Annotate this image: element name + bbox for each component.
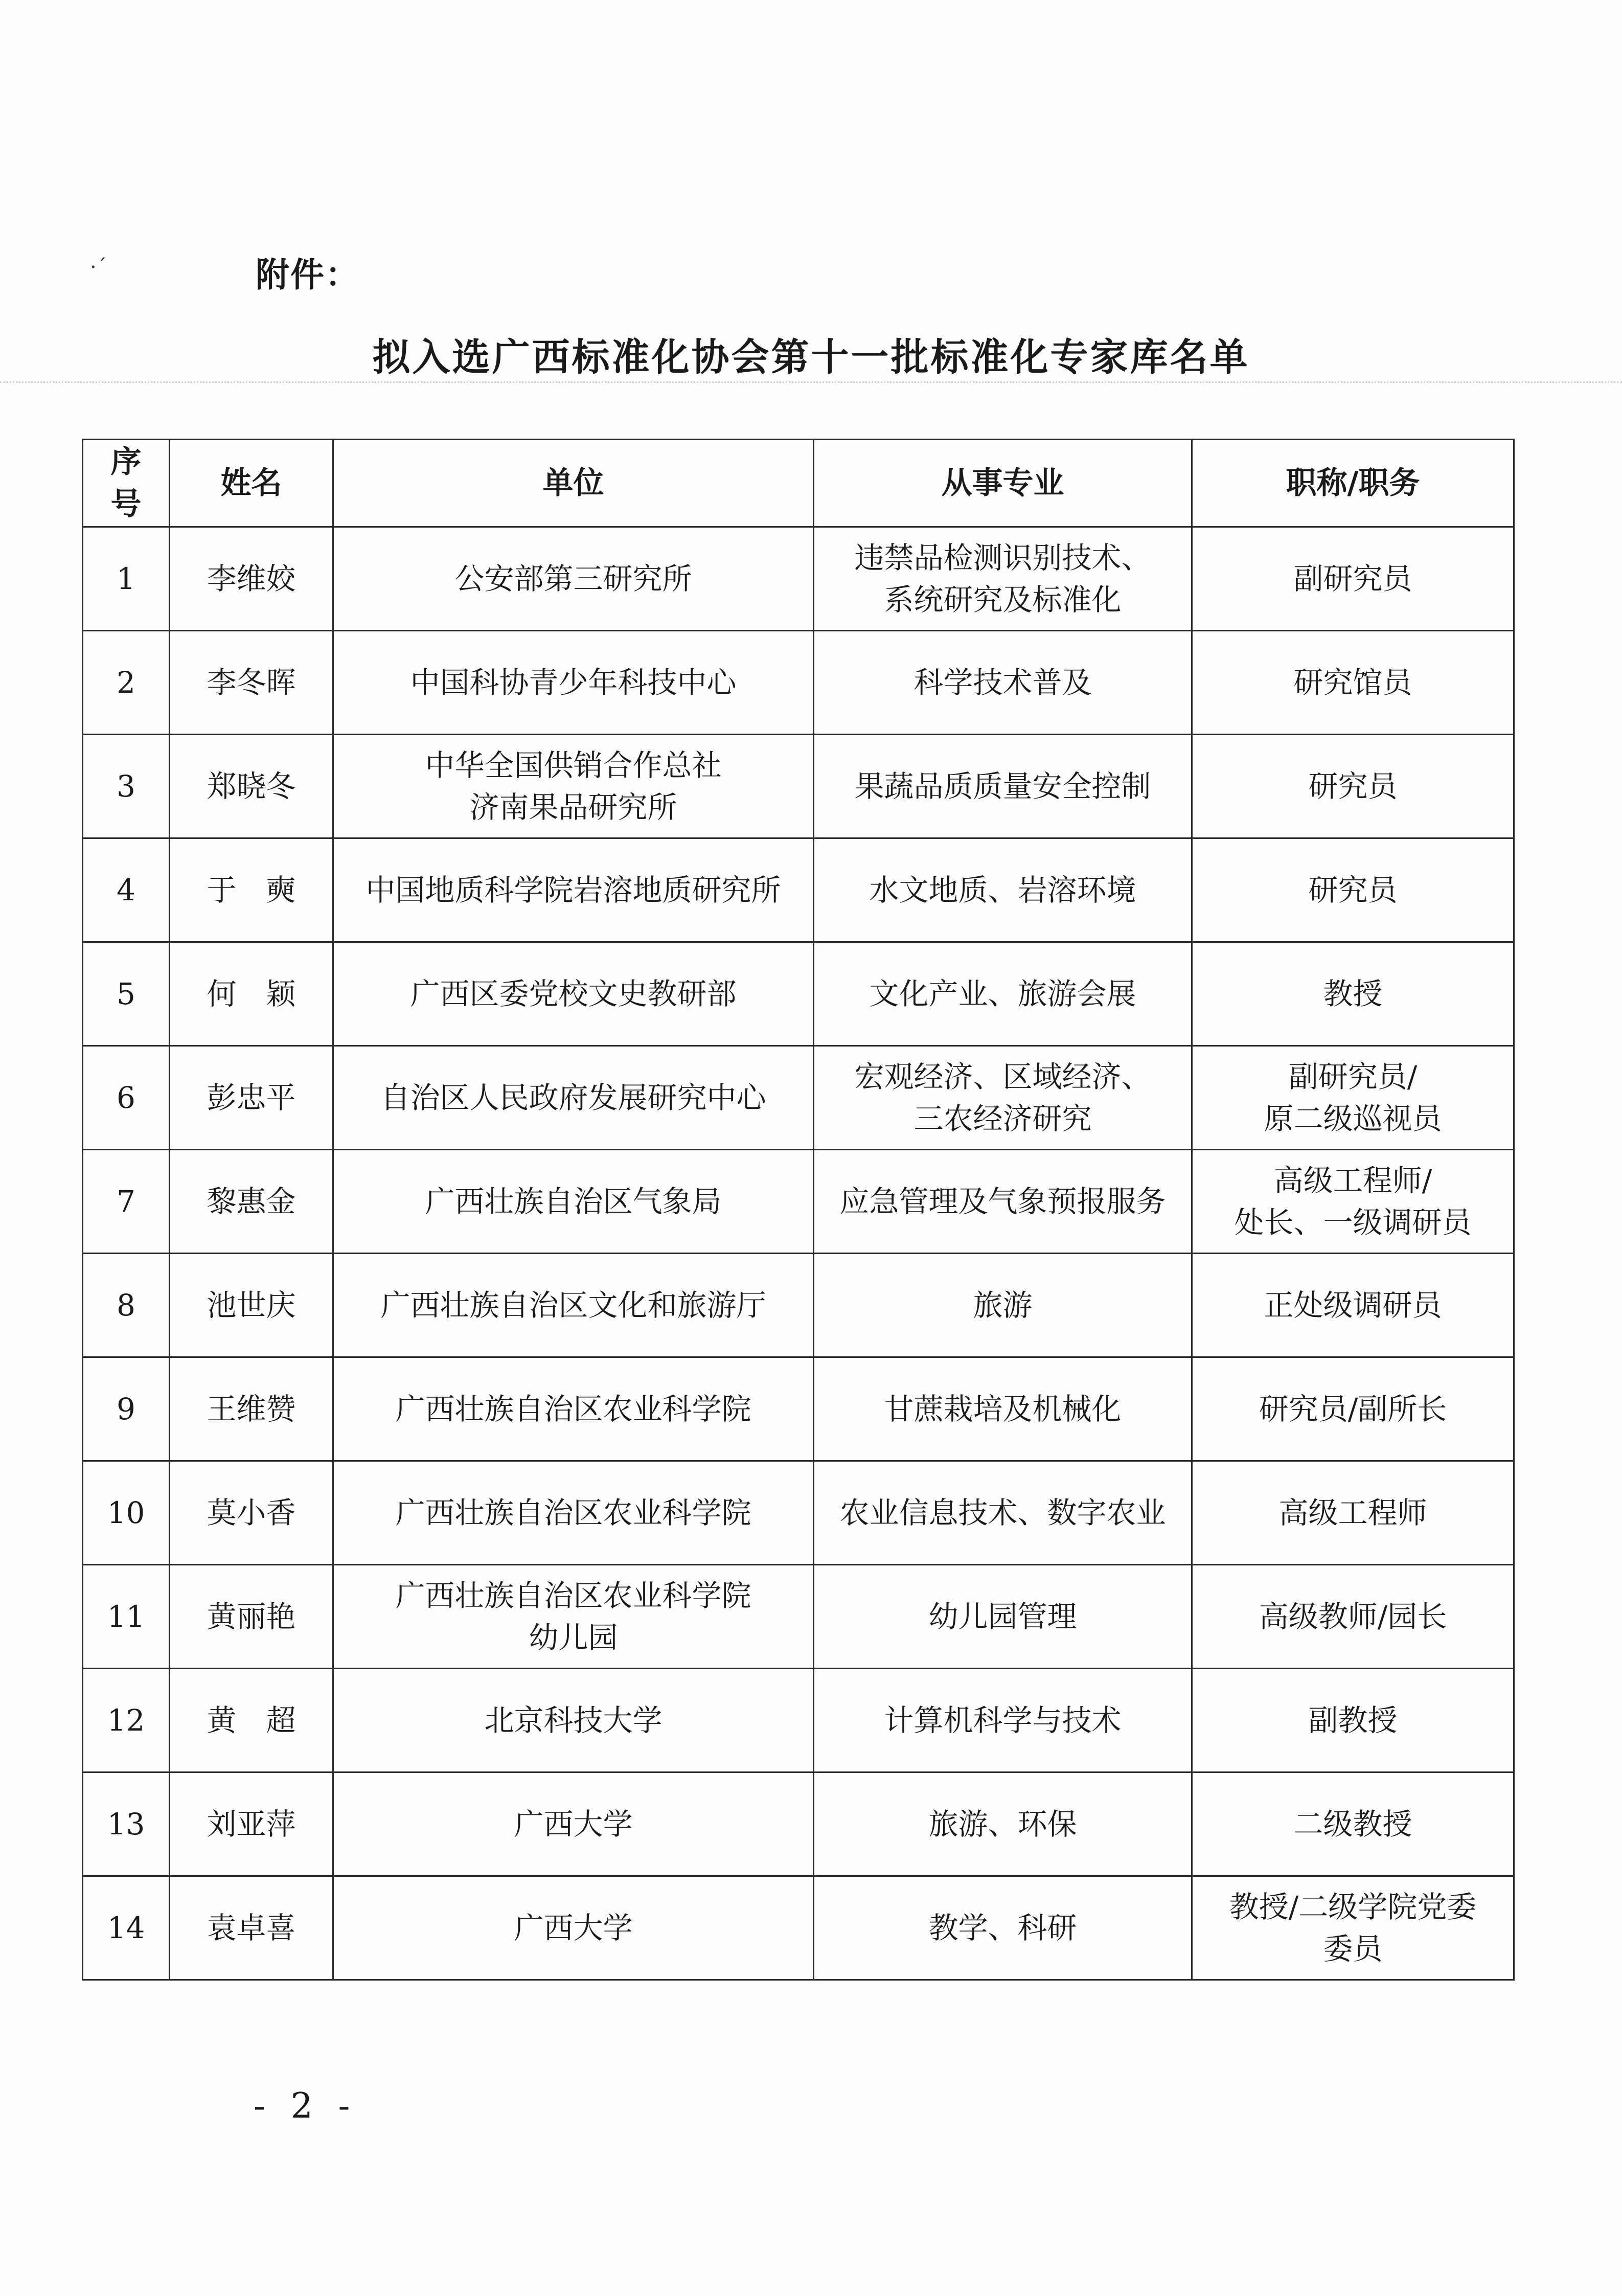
header-title: 职称/职务 [1192, 440, 1514, 527]
cell-unit [333, 1046, 814, 1150]
cell-title-line: 高级工程师/ [1273, 1163, 1432, 1198]
cell-specialty [814, 1772, 1192, 1876]
cell-name: 李冬晖 [170, 631, 333, 735]
cell-specialty-line: 违禁品检测识别技术、 [854, 540, 1151, 575]
cell-serial-number: 12 [83, 1669, 170, 1772]
cell-unit-line: 济南果品研究所 [469, 790, 677, 825]
cell-specialty [814, 1254, 1192, 1357]
cell-name: 彭忠平 [170, 1046, 333, 1150]
cell-serial-number: 3 [83, 735, 170, 838]
cell-title [1192, 631, 1514, 735]
cell-name: 王维赞 [170, 1357, 333, 1461]
cell-specialty-line: 文化产业、旅游会展 [869, 976, 1136, 1011]
cell-unit [333, 1461, 814, 1565]
cell-unit [333, 838, 814, 942]
cell-name: 黄 超 [170, 1669, 333, 1772]
cell-unit [333, 1357, 814, 1461]
header-unit: 单位 [333, 440, 814, 527]
cell-specialty [814, 1357, 1192, 1461]
cell-unit [333, 527, 814, 631]
cell-unit-line: 广西壮族自治区农业科学院 [395, 1578, 751, 1613]
cell-name: 于 奭 [170, 838, 333, 942]
cell-title-line: 二级教授 [1293, 1807, 1412, 1842]
cell-unit-line: 广西壮族自治区农业科学院 [395, 1495, 751, 1530]
cell-specialty [814, 1046, 1192, 1150]
cell-title-line: 委员 [1323, 1931, 1383, 1966]
cell-serial-number: 7 [83, 1150, 170, 1254]
cell-title [1192, 1254, 1514, 1357]
cell-name: 黄丽艳 [170, 1565, 333, 1669]
cell-unit [333, 942, 814, 1046]
header-serial-number: 序 号 [83, 440, 170, 527]
cell-specialty-line: 甘蔗栽培及机械化 [884, 1392, 1122, 1426]
cell-serial-number: 8 [83, 1254, 170, 1357]
cell-specialty-line: 系统研究及标准化 [884, 582, 1122, 617]
table-row [83, 1357, 1514, 1461]
table-row [83, 838, 1514, 942]
cell-specialty-line: 幼儿园管理 [928, 1599, 1077, 1634]
cell-name: 黎惠金 [170, 1150, 333, 1254]
scan-artifact-line [0, 381, 1622, 383]
cell-name: 何 颖 [170, 942, 333, 1046]
cell-unit [333, 1772, 814, 1876]
cell-specialty-line: 水文地质、岩溶环境 [869, 873, 1136, 907]
cell-title-line: 研究馆员 [1293, 665, 1412, 700]
cell-specialty-line: 计算机科学与技术 [884, 1703, 1122, 1738]
cell-specialty [814, 1565, 1192, 1669]
cell-title [1192, 942, 1514, 1046]
cell-unit-line: 广西区委党校文史教研部 [410, 976, 737, 1011]
cell-unit [333, 631, 814, 735]
cell-unit-line: 广西壮族自治区文化和旅游厅 [380, 1288, 766, 1323]
cell-specialty-line: 宏观经济、区域经济、 [854, 1059, 1151, 1094]
cell-title-line: 正处级调研员 [1264, 1288, 1442, 1323]
cell-title [1192, 735, 1514, 838]
cell-specialty-line: 旅游、环保 [928, 1807, 1077, 1842]
cell-specialty-line: 教学、科研 [928, 1911, 1077, 1945]
cell-specialty-line: 旅游 [973, 1288, 1033, 1323]
table-row [83, 1565, 1514, 1669]
cell-specialty [814, 735, 1192, 838]
cell-serial-number: 14 [83, 1876, 170, 1980]
cell-serial-number: 9 [83, 1357, 170, 1461]
table-row [83, 1876, 1514, 1980]
cell-name: 池世庆 [170, 1254, 333, 1357]
table-row [83, 1254, 1514, 1357]
table-row [83, 735, 1514, 838]
table-row [83, 1461, 1514, 1565]
cell-specialty [814, 838, 1192, 942]
scan-speck: ·ˊ [90, 256, 107, 279]
cell-title-line: 教授/二级学院党委 [1229, 1890, 1477, 1924]
cell-unit [333, 1876, 814, 1980]
cell-title [1192, 1150, 1514, 1254]
cell-unit-line: 北京科技大学 [484, 1703, 662, 1738]
cell-title [1192, 1357, 1514, 1461]
cell-specialty-line: 果蔬品质质量安全控制 [854, 769, 1151, 804]
cell-title-line: 副研究员 [1293, 561, 1412, 596]
cell-specialty-line: 应急管理及气象预报服务 [839, 1184, 1166, 1219]
header-name: 姓名 [170, 440, 333, 527]
cell-unit-line: 公安部第三研究所 [454, 561, 692, 596]
cell-specialty [814, 527, 1192, 631]
page-number: - 2 - [254, 2086, 357, 2126]
cell-name: 刘亚萍 [170, 1772, 333, 1876]
cell-unit [333, 1565, 814, 1669]
table-body [83, 527, 1514, 1980]
cell-title-line: 教授 [1323, 976, 1383, 1011]
cell-specialty-line: 科学技术普及 [913, 665, 1092, 700]
table-row [83, 1046, 1514, 1150]
cell-title-line: 原二级巡视员 [1264, 1101, 1442, 1136]
cell-title-line: 高级工程师 [1278, 1495, 1427, 1530]
table-row [83, 1150, 1514, 1254]
cell-title [1192, 1669, 1514, 1772]
cell-unit [333, 1254, 814, 1357]
cell-serial-number: 10 [83, 1461, 170, 1565]
cell-serial-number: 5 [83, 942, 170, 1046]
cell-unit-line: 广西大学 [514, 1807, 633, 1842]
table-row [83, 1669, 1514, 1772]
table-row [83, 1772, 1514, 1876]
cell-title [1192, 1772, 1514, 1876]
cell-title [1192, 527, 1514, 631]
cell-title-line: 研究员 [1308, 873, 1398, 907]
cell-title [1192, 838, 1514, 942]
cell-title [1192, 1461, 1514, 1565]
table-row [83, 527, 1514, 631]
cell-unit-line: 自治区人民政府发展研究中心 [380, 1080, 766, 1115]
cell-name: 李维姣 [170, 527, 333, 631]
cell-title-line: 副研究员/ [1288, 1059, 1418, 1094]
cell-serial-number: 4 [83, 838, 170, 942]
cell-title [1192, 1046, 1514, 1150]
cell-title [1192, 1876, 1514, 1980]
cell-specialty [814, 631, 1192, 735]
header-specialty: 从事专业 [814, 440, 1192, 527]
cell-specialty [814, 1461, 1192, 1565]
cell-unit [333, 1669, 814, 1772]
cell-specialty [814, 942, 1192, 1046]
document-title: 拟入选广西标准化协会第十一批标准化专家库名单 [372, 335, 1250, 379]
cell-unit-line: 中国地质科学院岩溶地质研究所 [365, 873, 781, 907]
cell-serial-number: 13 [83, 1772, 170, 1876]
cell-unit [333, 1150, 814, 1254]
cell-title-line: 研究员 [1308, 769, 1398, 804]
cell-serial-number: 6 [83, 1046, 170, 1150]
cell-unit-line: 广西大学 [514, 1911, 633, 1945]
cell-name: 袁卓喜 [170, 1876, 333, 1980]
cell-title-line: 副教授 [1308, 1703, 1398, 1738]
cell-specialty [814, 1669, 1192, 1772]
cell-specialty-line: 农业信息技术、数字农业 [839, 1495, 1166, 1530]
cell-title-line: 高级教师/园长 [1259, 1599, 1447, 1634]
table-row [83, 942, 1514, 1046]
cell-name: 莫小香 [170, 1461, 333, 1565]
expert-roster-table [82, 439, 1515, 1981]
cell-unit-line: 中华全国供销合作总社 [425, 748, 722, 783]
cell-specialty-line: 三农经济研究 [913, 1101, 1092, 1136]
table-row [83, 631, 1514, 735]
cell-unit-line: 广西壮族自治区气象局 [425, 1184, 722, 1219]
cell-serial-number: 1 [83, 527, 170, 631]
cell-title-line: 研究员/副所长 [1259, 1392, 1447, 1426]
cell-unit [333, 735, 814, 838]
cell-serial-number: 11 [83, 1565, 170, 1669]
cell-specialty [814, 1150, 1192, 1254]
cell-unit-line: 广西壮族自治区农业科学院 [395, 1392, 751, 1426]
cell-title [1192, 1565, 1514, 1669]
table-header-row [83, 440, 1514, 527]
cell-unit-line: 中国科协青少年科技中心 [410, 665, 737, 700]
cell-serial-number: 2 [83, 631, 170, 735]
cell-title-line: 处长、一级调研员 [1234, 1205, 1472, 1240]
cell-name: 郑晓冬 [170, 735, 333, 838]
cell-unit-line: 幼儿园 [529, 1620, 618, 1655]
cell-specialty [814, 1876, 1192, 1980]
attachment-label: 附件： [256, 255, 360, 294]
